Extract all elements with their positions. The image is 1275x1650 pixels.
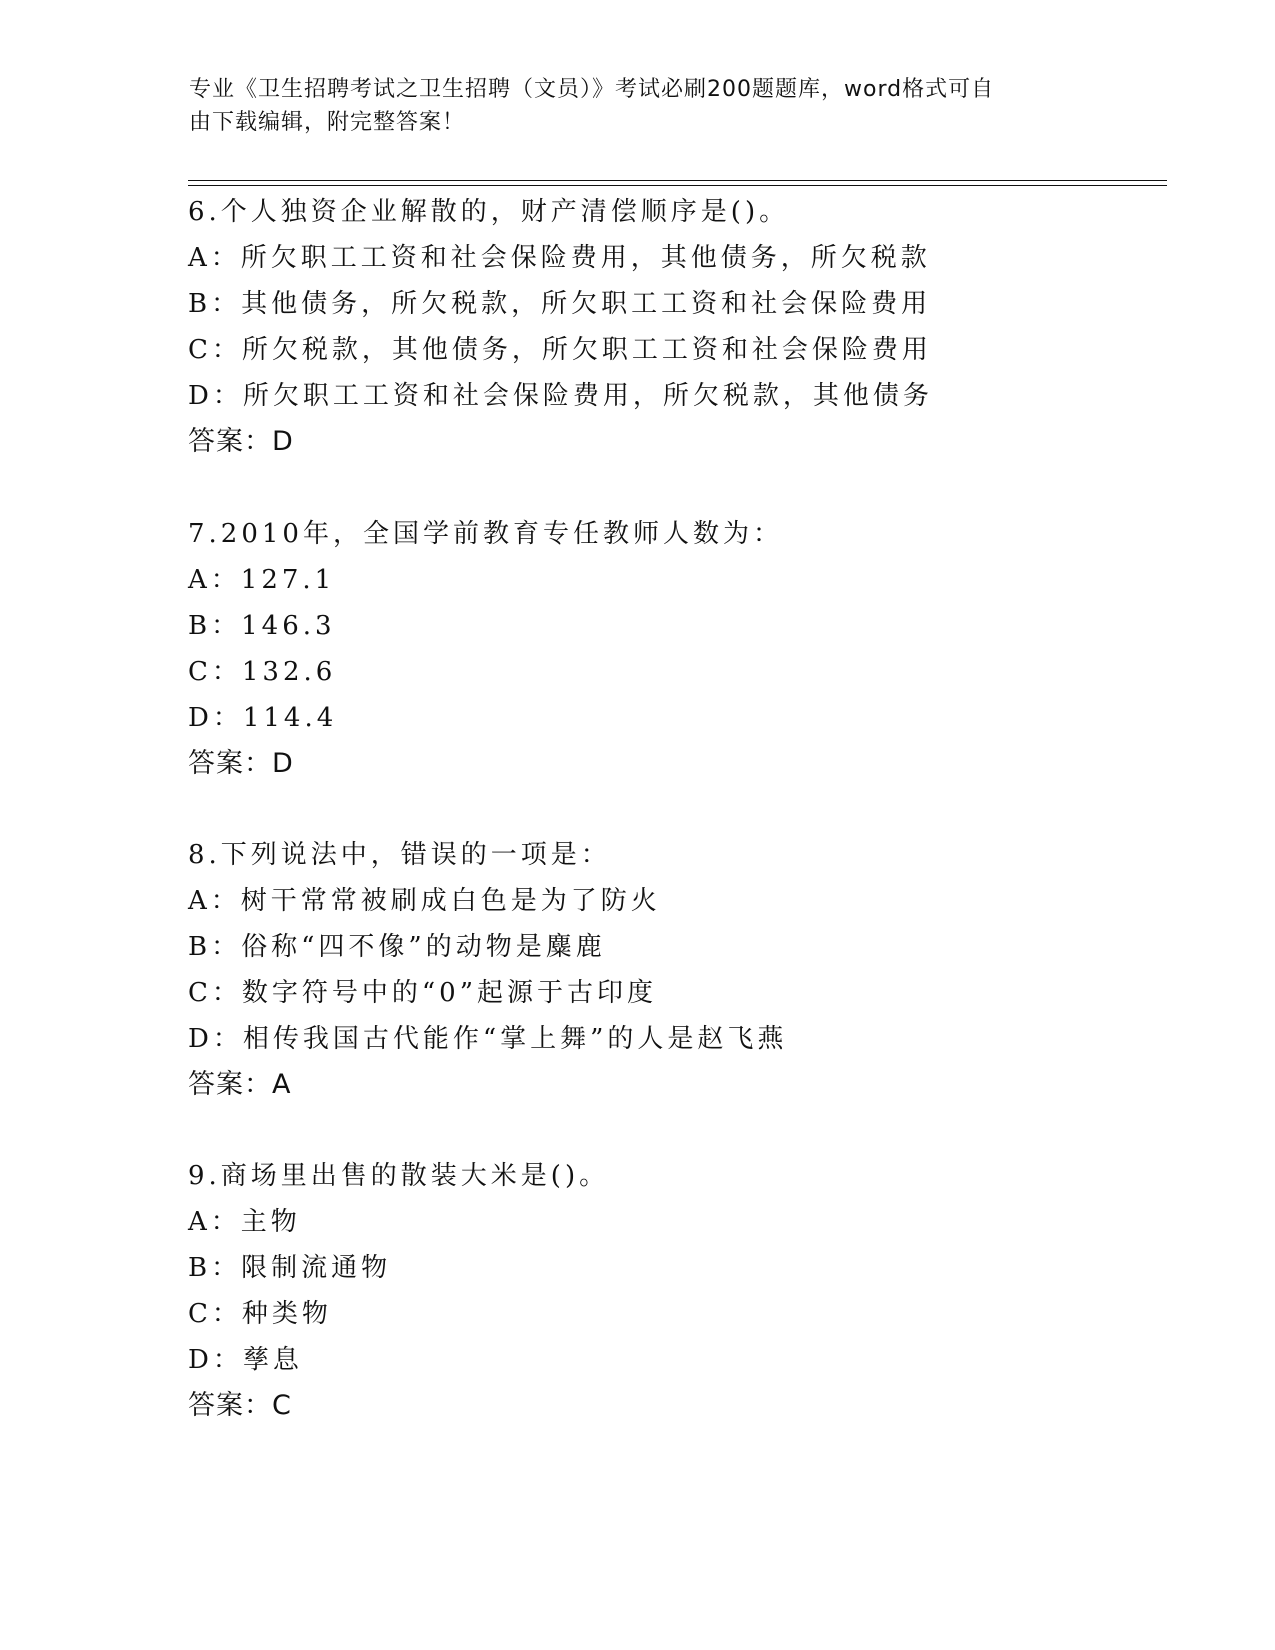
option-c: C：所欠税款，其他债务，所欠职工工资和社会保险费用: [188, 335, 932, 365]
question-9: [188, 1153, 1168, 1429]
header-line-2: 由下载编辑，附完整答案！: [189, 110, 466, 135]
option-d: D：114.4: [188, 703, 338, 733]
question-7: [188, 511, 1168, 787]
option-c: C：种类物: [188, 1299, 332, 1329]
option-c: C：数字符号中的“0”起源于古印度: [188, 978, 658, 1008]
header-divider-top: [188, 180, 1167, 181]
option-d: D：相传我国古代能作“掌上舞”的人是赵飞燕: [188, 1024, 788, 1054]
question-stem: 6.个人独资企业解散的，财产清偿顺序是()。: [188, 197, 790, 227]
option-d: D：孳息: [188, 1345, 303, 1375]
header-line-1: 专业《卫生招聘考试之卫生招聘（文员）》考试必刷200题题库，word格式可自: [189, 77, 995, 102]
question-stem: 7.2010年，全国学前教育专任教师人数为：: [188, 519, 783, 549]
option-b: B：俗称“四不像”的动物是麋鹿: [188, 932, 606, 962]
document-header: [189, 73, 1089, 139]
question-6: [188, 189, 1168, 465]
option-b: B：限制流通物: [188, 1253, 392, 1283]
option-c: C：132.6: [188, 657, 337, 687]
option-a: A：主物: [188, 1207, 301, 1237]
option-a: A：127.1: [188, 565, 336, 595]
question-8: [188, 832, 1168, 1108]
answer: 答案：D: [188, 426, 294, 457]
answer: 答案：C: [188, 1390, 292, 1421]
answer: 答案：A: [188, 1069, 292, 1100]
question-stem: 9.商场里出售的散装大米是()。: [188, 1161, 610, 1191]
option-b: B：其他债务，所欠税款，所欠职工工资和社会保险费用: [188, 289, 932, 319]
option-a: A：树干常常被刷成白色是为了防火: [188, 886, 661, 916]
question-stem: 8.下列说法中，错误的一项是：: [188, 840, 611, 870]
option-b: B：146.3: [188, 611, 336, 641]
option-a: A：所欠职工工资和社会保险费用，其他债务，所欠税款: [188, 243, 931, 273]
option-d: D：所欠职工工资和社会保险费用，所欠税款，其他债务: [188, 381, 933, 411]
answer: 答案：D: [188, 748, 294, 779]
header-divider-bottom: [188, 185, 1167, 186]
